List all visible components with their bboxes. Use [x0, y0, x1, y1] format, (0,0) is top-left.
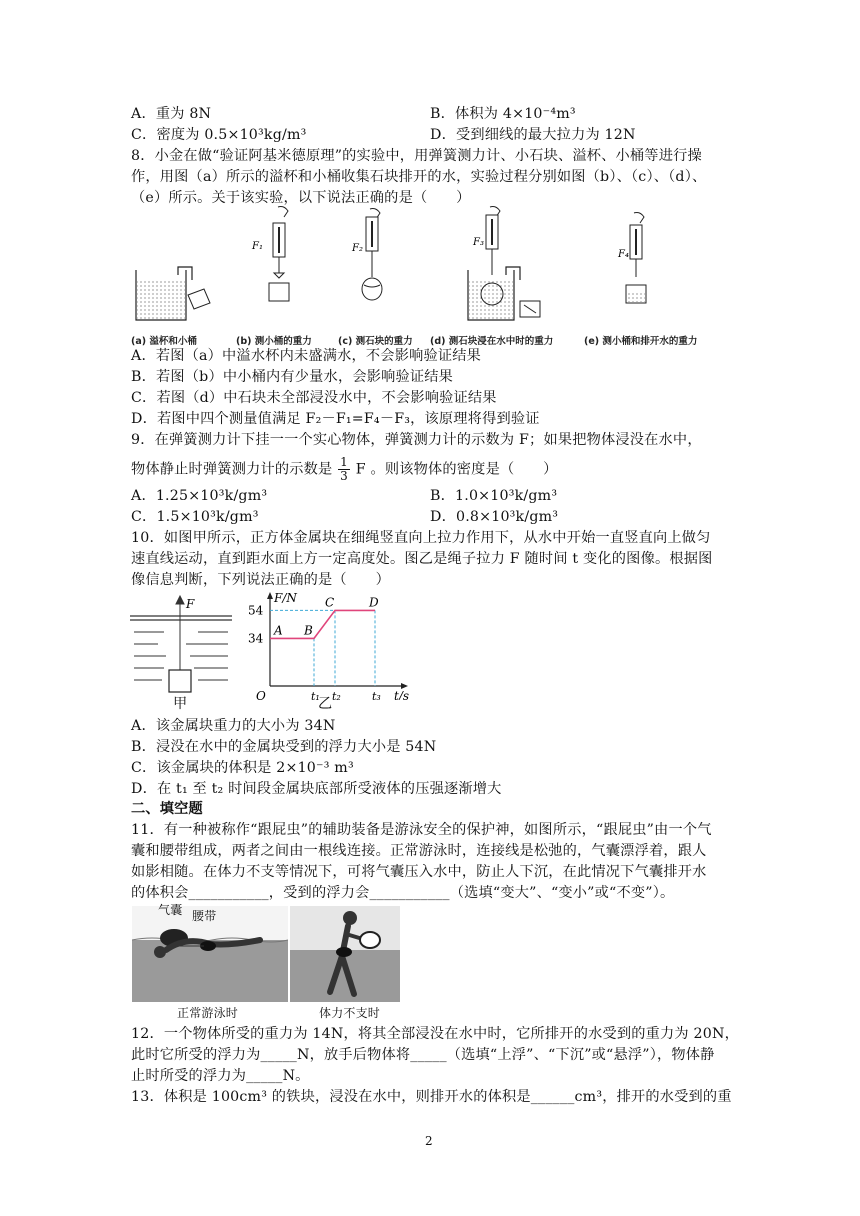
- q12-stem-line2: 此时它所受的浮力为_____N，放手后物体将_____（选填“上浮”、“下沉”或“悬浮”），物体静: [131, 1047, 715, 1063]
- label-f2: F₂: [352, 243, 363, 254]
- fraction-numerator: 1: [340, 455, 348, 469]
- q8-stem-line2: 作，用图（a）所示的溢杯和小桶收集石块排开的水，实验过程分别如图（b）、（c）、（d）、: [131, 169, 707, 185]
- spring-scale-c: [362, 209, 382, 301]
- spring-scale-e: [626, 213, 646, 304]
- q12-stem-line1: 12．一个物体所受的重力为 14N，将其全部浸没在水中时，它所排开的水受到的重力为 20N，: [131, 1026, 739, 1042]
- fraction-denominator: 3: [340, 469, 348, 483]
- q9-stem-part2: F 。则该物体的密度是（ ）: [355, 461, 558, 478]
- q9-stem-line2: [131, 456, 558, 483]
- q7-option-d: D．受到细线的最大拉力为 12N: [430, 127, 636, 143]
- label-belt: 腰带: [192, 909, 217, 923]
- q10-option-d: D．在 t₁ 至 t₂ 时间段金属块底部所受液体的压强逐渐增大: [131, 781, 502, 797]
- q7-option-b: B．体积为 4×10⁻⁴m³: [430, 106, 576, 122]
- q11-stem-line1: 11．有一种被称作“跟屁虫”的辅助装备是游泳安全的保护神，如图所示，“跟屁虫”由一个气: [131, 822, 712, 838]
- origin-label: O: [256, 689, 266, 700]
- overflow-cup-a: [136, 267, 210, 320]
- q12-stem-line3: 止时所受的浮力为_____N。: [131, 1068, 310, 1084]
- force-label-f: F: [186, 597, 195, 611]
- label-f1: F₁: [252, 241, 263, 252]
- q9-stem-part1: 物体静止时弹簧测力计的示数是: [131, 461, 333, 478]
- caption-d: (d) 测石块浸在水中时的重力: [430, 336, 554, 347]
- q13-stem-line1: 13．体积是 100cm³ 的铁块，浸没在水中，则排开水的体积是______cm³，排开的水受到的重: [131, 1089, 732, 1105]
- q8-stem-line3: （e）所示。关于该实验，以下说法正确的是（ ）: [131, 190, 471, 206]
- caption-a: (a) 溢杯和小桶: [131, 336, 197, 347]
- q8-option-b: B．若图（b）中小桶内有少量水，会影响验证结果: [131, 369, 454, 385]
- q10-option-c: C．该金属块的体积是 2×10⁻³ m³: [131, 760, 354, 776]
- section-heading-fill-in: 二、填空题: [131, 801, 203, 817]
- caption-exhausted: 体力不支时: [319, 1006, 381, 1020]
- label-f4: F₄: [618, 249, 629, 260]
- spring-scale-d: [468, 207, 540, 321]
- figure-yi-force-time-chart: [244, 590, 424, 700]
- q8-stem-line1: 8．小金在做“验证阿基米德原理”的实验中，用弹簧测力计、小石块、溢杯、小桶等进行操: [131, 148, 702, 164]
- y-axis-label: F/N: [274, 591, 297, 605]
- caption-e: (e) 测小桶和排开水的重力: [584, 336, 698, 347]
- q8-option-a: A．若图（a）中溢水杯内未盛满水，不会影响验证结果: [131, 348, 482, 364]
- x-tick-label-0: t₁: [311, 690, 320, 700]
- q9-stem-line1: 9．在弹簧测力计下挂一一个实心物体，弹簧测力计的示数为 F；如果把物体浸没在水中，: [131, 432, 702, 448]
- q8-option-d: D．若图中四个测量值满足 F₂－F₁=F₄－F₃，该原理将得到验证: [131, 411, 540, 427]
- label-f3: F₃: [473, 237, 484, 248]
- caption-c: (c) 测石块的重力: [338, 336, 413, 347]
- x-axis-label: t/s: [394, 689, 410, 700]
- q7-option-c: C．密度为 0.5×10³kg/m³: [131, 127, 307, 143]
- q9-option-b: B．1.0×10³k/gm³: [430, 488, 558, 504]
- q10-stem-line3: 像信息判断，下列说法正确的是（ ）: [131, 572, 390, 588]
- q9-option-a: A．1.25×10³k/gm³: [131, 488, 268, 504]
- q11-stem-line4: 的体积会___________，受到的浮力会___________（选填“变大”、“变小”或“不变”）。: [131, 885, 675, 901]
- q11-stem-line2: 囊和腰带组成，两者之间由一根线连接。正常游泳时，连接线是松弛的，气囊漂浮着，跟人: [131, 843, 707, 859]
- y-tick-label: 34: [248, 631, 264, 646]
- point-label-B: B: [304, 623, 313, 638]
- y-tick-label: 54: [248, 603, 264, 618]
- q7-option-a: A．重为 8N: [131, 106, 212, 122]
- q10-option-b: B．浸没在水中的金属块受到的浮力大小是 54N: [131, 739, 437, 755]
- point-label-C: C: [325, 595, 335, 610]
- label-airbag: 气囊: [158, 903, 183, 917]
- x-tick-label-2: t₃: [372, 690, 381, 700]
- spring-scale-b: [269, 207, 289, 302]
- point-label-A: A: [274, 623, 283, 638]
- fraction-one-third: [338, 456, 350, 483]
- point-label-D: D: [369, 595, 379, 610]
- q10-stem-line1: 10．如图甲所示，正方体金属块在细绳竖直向上拉力作用下，从水中开始一直竖直向上做匀: [131, 530, 711, 546]
- caption-normal-swimming: 正常游泳时: [177, 1006, 239, 1020]
- page-number: 2: [425, 1134, 433, 1148]
- q9-option-d: D．0.8×10³k/gm³: [430, 509, 559, 525]
- x-tick-label-1: t₂: [332, 690, 341, 700]
- swimming-exhausted-image: [290, 906, 400, 1002]
- q10-stem-line2: 速直线运动，直到距水面上方一定高度处。图乙是绳子拉力 F 随时间 t 变化的图像。根据图: [131, 551, 713, 567]
- figure-jia-label: 甲: [173, 696, 188, 712]
- q11-stem-line3: 如影相随。在体力不支等情况下，可将气囊压入水中，防止人下沉，在此情况下气囊排开水: [131, 864, 707, 880]
- y-axis-arrow: [267, 592, 273, 599]
- force-line: [270, 610, 375, 638]
- q10-option-a: A．该金属块重力的大小为 34N: [131, 718, 336, 734]
- q9-option-c: C．1.5×10³k/gm³: [131, 509, 259, 525]
- caption-b: (b) 测小桶的重力: [236, 336, 312, 347]
- q8-experiment-figure: [128, 205, 728, 330]
- figure-yi-label: 乙: [318, 696, 333, 712]
- q8-option-c: C．若图（d）中石块未全部浸没水中，不会影响验证结果: [131, 390, 497, 406]
